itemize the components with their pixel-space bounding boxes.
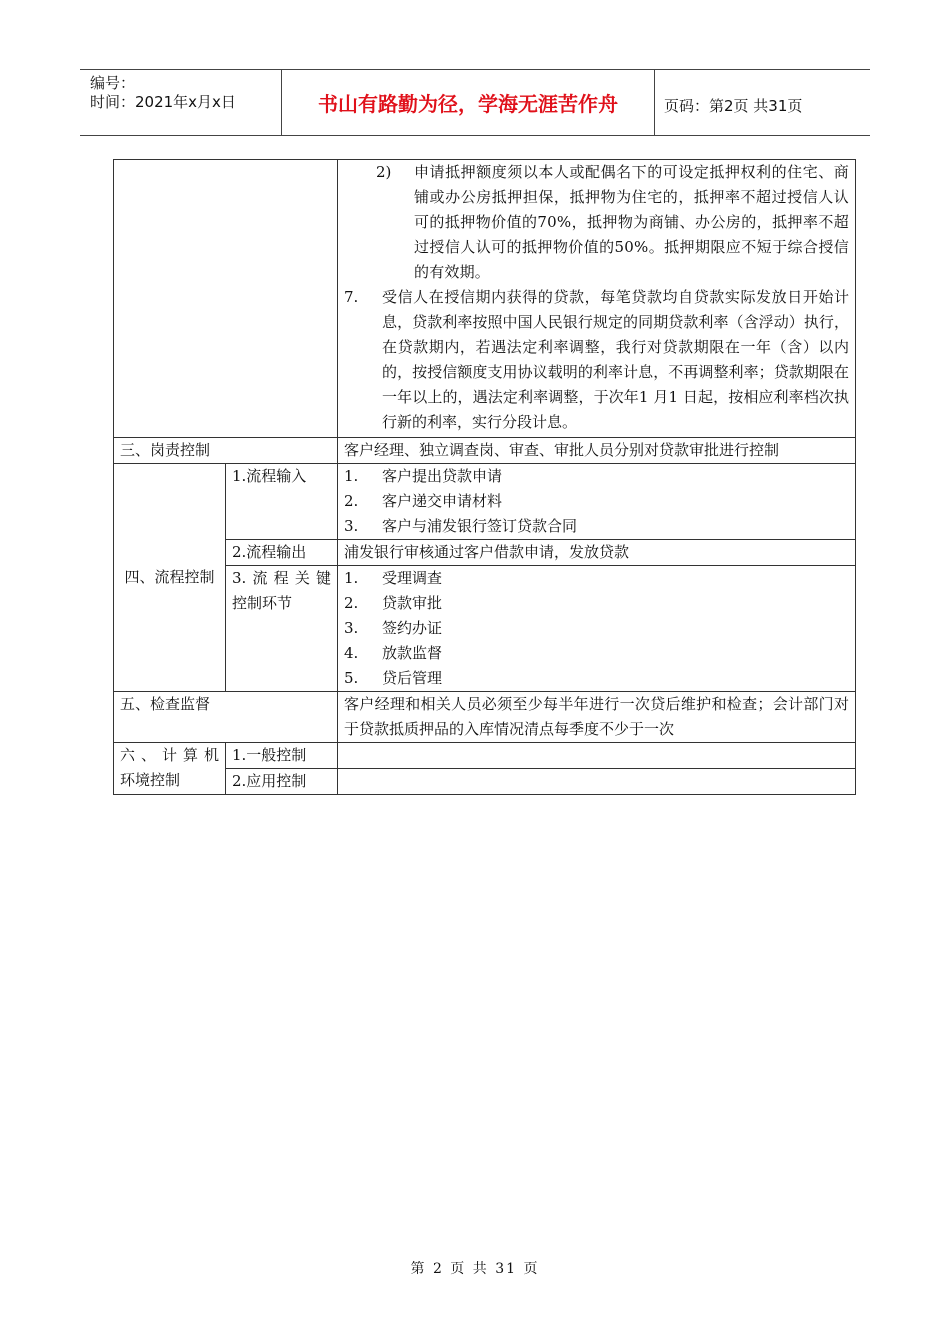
list-item-number: 3. <box>344 619 359 637</box>
sub-label: 1.流程输入 <box>226 464 338 540</box>
row-content: 浦发银行审核通过客户借款申请，发放贷款 <box>338 540 856 566</box>
header-motto: 书山有路勤为径，学海无涯苦作舟 <box>318 92 618 116</box>
empty-label-cell <box>114 160 338 438</box>
page-footer: 第 2 页 共 31 页 <box>410 1261 540 1277</box>
doc-number-label: 编号： <box>90 74 136 92</box>
doc-time-label: 时间：2021年x月x日 <box>90 93 236 111</box>
list-item-number: 2. <box>344 594 359 612</box>
sub-label: 1.一般控制 <box>226 743 338 769</box>
sub-label-line: 3.流程关键 <box>232 569 331 587</box>
list-item-text: 客户与浦发银行签订贷款合同 <box>382 517 578 535</box>
row-label: 四、流程控制 <box>124 568 215 586</box>
list-item <box>344 489 849 514</box>
empty-cell <box>338 769 856 795</box>
sub-label: 2.流程输出 <box>226 540 338 566</box>
list-item-number: 1. <box>344 467 359 485</box>
list-item <box>344 591 849 616</box>
header-page-label: 页码：第2页 共31页 <box>664 97 803 115</box>
row-label-process <box>114 464 226 692</box>
sub-label: 2.应用控制 <box>226 769 338 795</box>
empty-cell <box>338 743 856 769</box>
list-item-number: 3. <box>344 517 359 535</box>
list-item-number: 2. <box>344 492 359 510</box>
list-item-text: 受理调查 <box>382 569 443 587</box>
row-content: 客户经理、独立调查岗、审查、审批人员分别对贷款审批进行控制 <box>338 438 856 464</box>
list-item <box>344 285 849 435</box>
list-item <box>344 566 849 591</box>
header-divider-right <box>654 69 655 136</box>
row-label-line: 六、计算机 <box>120 746 219 764</box>
list-item-text: 放款监督 <box>382 644 443 662</box>
sub-label-line: 控制环节 <box>232 594 293 612</box>
table-row <box>114 769 856 795</box>
content-cell <box>338 160 856 438</box>
row-label-line: 环境控制 <box>120 771 181 789</box>
table-row <box>114 540 856 566</box>
header-top-rule <box>80 69 870 70</box>
list-item <box>344 616 849 641</box>
list-item-text: 申请抵押额度须以本人或配偶名下的可设定抵押权利的住宅、商铺或办公房抵押担保，抵押物为住宅的，抵押率不超过授信人认可的抵押物价值的70%，抵押物为商铺、办公房的，抵押率不超过授信人认可的抵押物价值的50%。抵押期限应不短于综合授信的有效期。 <box>414 163 849 281</box>
header-bottom-rule <box>80 135 870 136</box>
content-cell <box>338 566 856 692</box>
list-item-text: 签约办证 <box>382 619 443 637</box>
list-item-number: 2) <box>376 163 392 181</box>
row-label-computer <box>114 743 226 795</box>
table-row <box>114 464 856 540</box>
list-item-number: 4. <box>344 644 359 662</box>
row-label: 三、岗责控制 <box>114 438 338 464</box>
list-item <box>344 666 849 691</box>
list-item-text: 贷后管理 <box>382 669 443 687</box>
table-row <box>114 692 856 743</box>
row-content: 客户经理和相关人员必须至少每半年进行一次贷后维护和检查；会计部门对于贷款抵质押品的入库情况清点每季度不少于一次 <box>338 692 856 743</box>
list-item <box>344 514 849 539</box>
table-row <box>114 438 856 464</box>
list-item <box>344 641 849 666</box>
list-item-number: 7. <box>344 288 359 306</box>
table-row <box>114 566 856 692</box>
table-row <box>114 743 856 769</box>
content-cell <box>338 464 856 540</box>
list-item-text: 受信人在授信期内获得的贷款，每笔贷款均自贷款实际发放日开始计息，贷款利率按照中国人民银行规定的同期贷款利率（含浮动）执行，在贷款期内，若遇法定利率调整，我行对贷款期限在一年（含）以内的，按授信额度支用协议载明的利率计息，不再调整利率；贷款期限在一年以上的，遇法定利率调整，于次年1 月1 日起，按相应利率档次执行新的利率，实行分段计息。 <box>382 288 849 431</box>
list-item-number: 1. <box>344 569 359 587</box>
list-item-text: 客户提出贷款申请 <box>382 467 503 485</box>
table-row <box>114 160 856 438</box>
loan-control-table <box>113 159 856 795</box>
row-label: 五、检查监督 <box>114 692 338 743</box>
list-item-text: 贷款审批 <box>382 594 443 612</box>
list-item <box>344 160 849 285</box>
list-item <box>344 464 849 489</box>
list-item-text: 客户递交申请材料 <box>382 492 503 510</box>
sub-label-key <box>226 566 338 692</box>
list-item-number: 5. <box>344 669 359 687</box>
